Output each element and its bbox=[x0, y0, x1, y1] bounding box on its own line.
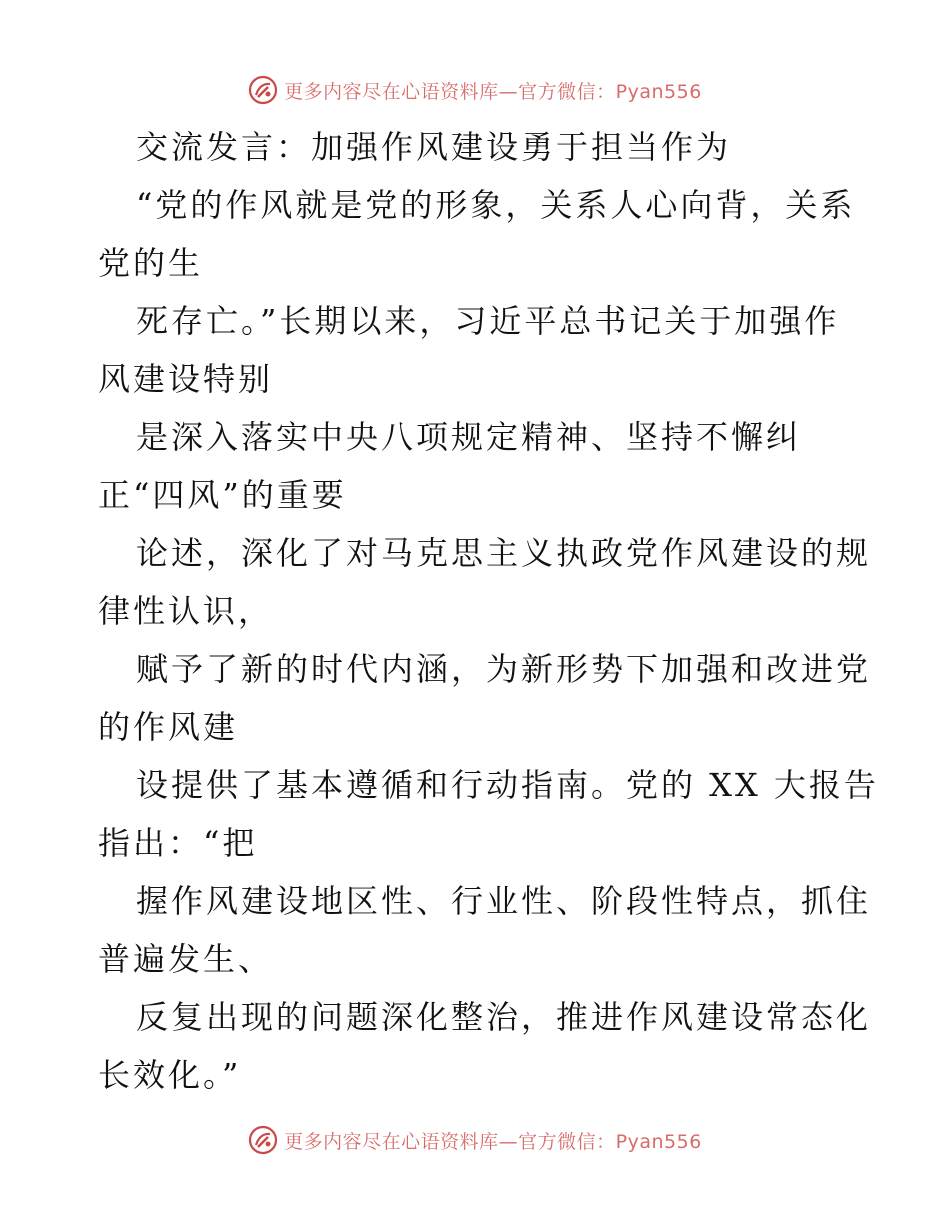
text-line: 的作风建 bbox=[98, 708, 239, 746]
text-line: 党的生 bbox=[98, 244, 204, 282]
text-line: 赋予了新的时代内涵，为新形势下加强和改进党 bbox=[136, 650, 872, 688]
document-title: 交流发言：加强作风建设勇于担当作为 bbox=[136, 128, 732, 166]
text-line: 是深入落实中央八项规定精神、坚持不懈纠 bbox=[136, 418, 802, 456]
document-body bbox=[98, 118, 879, 1104]
text-line: 正“四风”的重要 bbox=[98, 476, 347, 514]
footer-watermark bbox=[0, 1120, 950, 1160]
logo-icon bbox=[248, 1125, 278, 1155]
text-line: 死存亡。”长期以来，习近平总书记关于加强作 bbox=[136, 302, 840, 340]
text-line: 设提供了基本遵循和行动指南。党的 XX 大报告 bbox=[136, 766, 879, 804]
text-line: 指出：“把 bbox=[98, 824, 258, 862]
text-line: 握作风建设地区性、行业性、阶段性特点，抓住 bbox=[136, 882, 872, 920]
header-watermark bbox=[0, 70, 950, 110]
text-line: 律性认识， bbox=[98, 592, 274, 630]
watermark-text: 更多内容尽在心语资料库—官方微信：Pyan556 bbox=[284, 80, 702, 103]
text-line: 论述，深化了对马克思主义执政党作风建设的规 bbox=[136, 534, 872, 572]
text-line: 反复出现的问题深化整治，推进作风建设常态化 bbox=[136, 998, 872, 1036]
watermark-text: 更多内容尽在心语资料库—官方微信：Pyan556 bbox=[284, 1130, 702, 1153]
text-line: 普遍发生、 bbox=[98, 940, 274, 978]
logo-icon bbox=[248, 75, 278, 105]
text-line: “党的作风就是党的形象，关系人心向背，关系 bbox=[136, 186, 856, 224]
text-line: 风建设特别 bbox=[98, 360, 274, 398]
text-line: 长效化。” bbox=[98, 1056, 242, 1094]
